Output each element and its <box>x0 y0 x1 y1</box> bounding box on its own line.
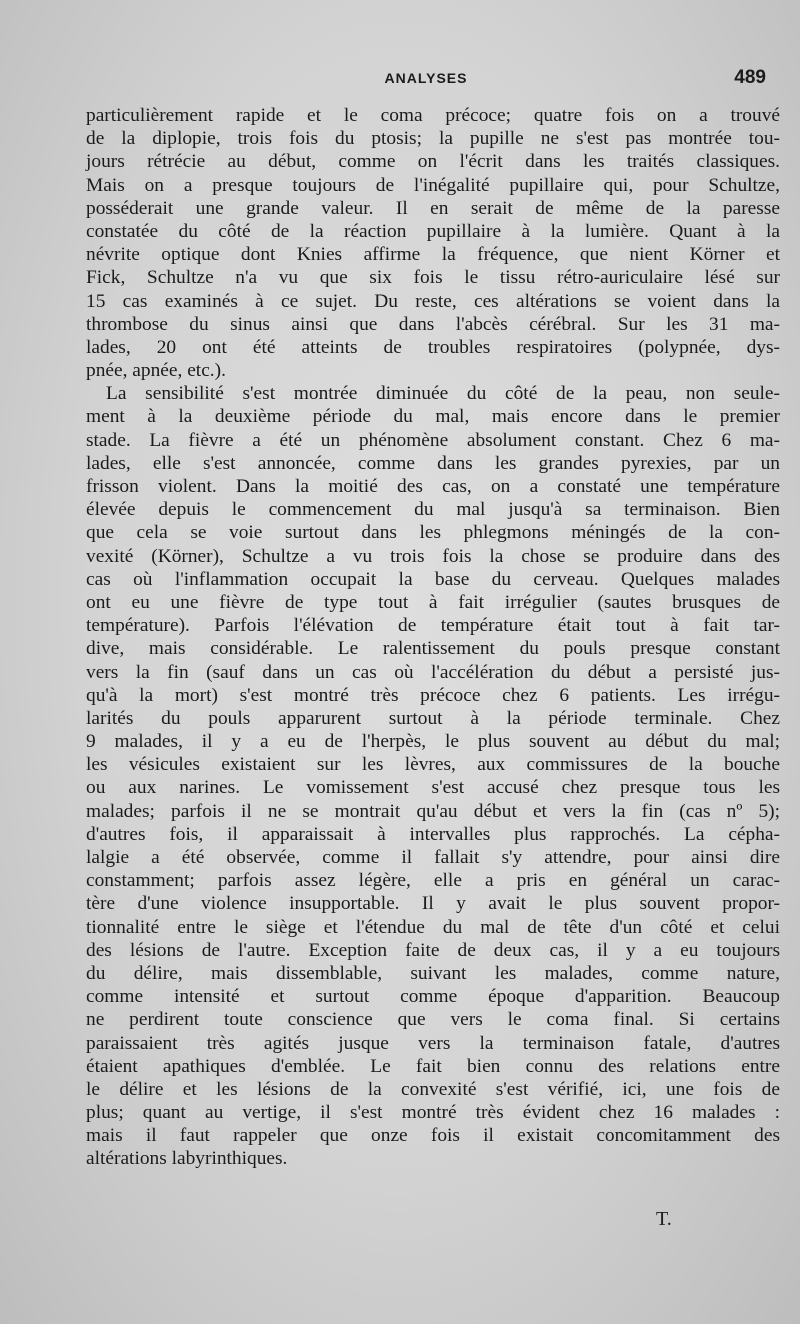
running-title: ANALYSES <box>384 70 468 86</box>
text-line: thrombose du sinus ainsi que dans l'abcès cérébral. Sur les 31 ma- <box>86 313 780 335</box>
text-line: vers la fin (sauf dans un cas où l'accélération du début a persisté jus- <box>86 661 780 683</box>
text-line: de la diplopie, trois fois du ptosis; la pupille ne s'est pas montrée tou- <box>86 128 780 150</box>
text-line: posséderait une grande valeur. Il en serait de même de la paresse <box>86 197 780 219</box>
text-line: ment à la deuxième période du mal, mais encore dans le premier <box>86 406 780 428</box>
body-text <box>86 104 780 1171</box>
text-line: ont eu une fièvre de type tout à fait irrégulier (sautes brusques de <box>86 591 780 613</box>
text-line: tionnalité entre le siège et l'étendue du mal de tête d'un côté et celui <box>86 916 780 938</box>
text-line: ou aux narines. Le vomissement s'est accusé chez presque tous les <box>86 777 780 799</box>
page-number: 489 <box>734 67 766 88</box>
text-line: vexité (Körner), Schultze a vu trois fois la chose se produire dans des <box>86 545 780 567</box>
text-line: Fick, Schultze n'a vu que six fois le tissu rétro-auriculaire lésé sur <box>86 267 780 289</box>
text-line: ne perdirent toute conscience que vers le coma final. Si certains <box>86 1009 780 1031</box>
text-line: malades; parfois il ne se montrait qu'au début et vers la fin (cas nº 5); <box>86 800 780 822</box>
text-line: altérations labyrinthiques. <box>86 1148 288 1170</box>
running-header <box>86 64 766 94</box>
text-line: plus; quant au vertige, il s'est montré très évident chez 16 malades : <box>86 1102 780 1124</box>
text-line: mais il faut rappeler que onze fois il existait concomitamment des <box>86 1125 780 1147</box>
text-line: des lésions de l'autre. Exception faite de deux cas, il y a eu toujours <box>86 939 780 961</box>
text-line: d'autres fois, il apparaissait à intervalles plus rapprochés. La cépha- <box>86 823 780 845</box>
text-line: cas où l'inflammation occupait la base du cerveau. Quelques malades <box>86 568 780 590</box>
text-line: lades, elle s'est annoncée, comme dans les grandes pyrexies, par un <box>86 452 780 474</box>
text-line: névrite optique dont Knies affirme la fréquence, que nient Körner et <box>86 244 780 266</box>
text-line: température). Parfois l'élévation de température était tout à fait tar- <box>86 615 780 637</box>
author-signature: T. <box>656 1208 672 1230</box>
text-line: qu'à la mort) s'est montré très précoce chez 6 patients. Les irrégu- <box>86 684 780 706</box>
text-line: 15 cas examinés à ce sujet. Du reste, ces altérations se voient dans la <box>86 290 780 312</box>
text-line: pnée, apnée, etc.). <box>86 360 226 382</box>
text-line: Mais on a presque toujours de l'inégalité pupillaire qui, pour Schultze, <box>86 174 780 196</box>
text-line: constatée du côté de la réaction pupillaire à la lumière. Quant à la <box>86 220 780 242</box>
text-line: les vésicules existaient sur les lèvres, aux commissures de la bouche <box>86 754 780 776</box>
text-line: constamment; parfois assez légère, elle a pris en général un carac- <box>86 870 780 892</box>
text-line: lades, 20 ont été atteints de troubles respiratoires (polypnée, dys- <box>86 336 780 358</box>
text-line: 9 malades, il y a eu de l'herpès, le plus souvent au début du mal; <box>86 731 780 753</box>
text-line: frisson violent. Dans la moitié des cas, on a constaté une température <box>86 476 780 497</box>
text-line: jours rétrécie au début, comme on l'écrit dans les traités classiques. <box>86 151 780 173</box>
text-line: du délire, mais dissemblable, suivant les malades, comme nature, <box>86 962 780 984</box>
text-line: lalgie a été observée, comme il fallait s'y attendre, pour ainsi dire <box>86 847 780 868</box>
text-line: le délire et les lésions de la convexité s'est vérifié, ici, une fois de <box>86 1078 780 1100</box>
text-line: La sensibilité s'est montrée diminuée du côté de la peau, non seule- <box>106 383 780 405</box>
text-line: comme intensité et surtout comme époque d'apparition. Beaucoup <box>86 986 780 1008</box>
text-line: élevée depuis le commencement du mal jusqu'à sa terminaison. Bien <box>86 499 780 521</box>
text-line: dive, mais considérable. Le ralentissement du pouls presque constant <box>86 638 780 660</box>
text-line: que cela se voie surtout dans les phlegmons méningés de la con- <box>86 522 780 544</box>
text-line: stade. La fièvre a été un phénomène absolument constant. Chez 6 ma- <box>86 429 780 451</box>
text-line: tère d'une violence insupportable. Il y avait le plus souvent propor- <box>86 893 780 915</box>
text-line: étaient apathiques d'emblée. Le fait bien connu des relations entre <box>86 1055 780 1077</box>
text-line: paraissaient très agités jusque vers la terminaison fatale, d'autres <box>86 1032 780 1054</box>
text-line: particulièrement rapide et le coma précoce; quatre fois on a trouvé <box>86 105 780 126</box>
text-line: larités du pouls apparurent surtout à la période terminale. Chez <box>86 707 780 729</box>
